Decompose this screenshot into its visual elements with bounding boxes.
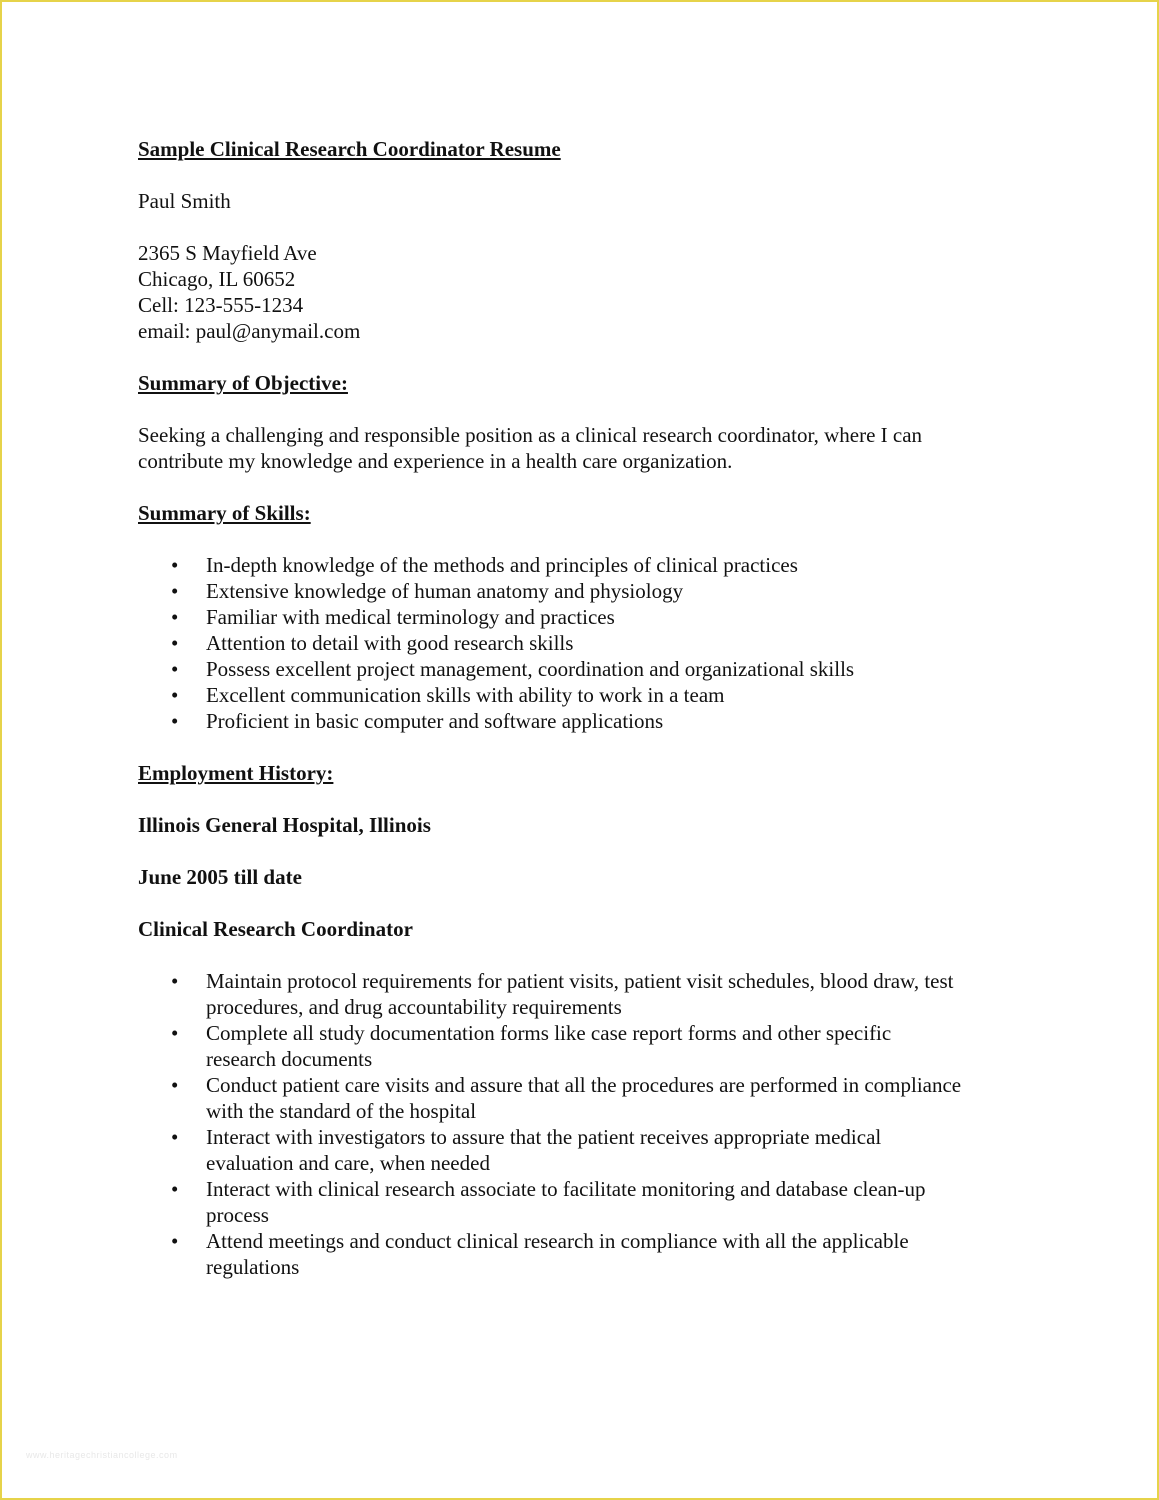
duty-line: with the standard of the hospital: [206, 1099, 477, 1123]
employment-dates: June 2005 till date: [138, 865, 302, 889]
list-item: [138, 1072, 1038, 1124]
bullet-icon: •: [171, 1177, 179, 1201]
list-item: [138, 1176, 1038, 1228]
document-title: Sample Clinical Research Coordinator Resume: [138, 137, 561, 161]
duty-line: research documents: [206, 1047, 373, 1071]
list-item: [138, 552, 1038, 578]
list-item: [138, 708, 1038, 734]
duty-line: process: [206, 1203, 269, 1227]
bullet-icon: •: [171, 969, 179, 993]
list-item: [138, 604, 1038, 630]
skill-text: Attention to detail with good research skills: [206, 631, 574, 655]
skill-text: In-depth knowledge of the methods and principles of clinical practices: [206, 553, 798, 577]
duty-line: procedures, and drug accountability requirements: [206, 995, 622, 1019]
bullet-icon: •: [171, 579, 179, 603]
list-item: [138, 1020, 1038, 1072]
contact-cell: Cell: 123-555-1234: [138, 293, 304, 317]
duty-line: Maintain protocol requirements for patient visits, patient visit schedules, blood draw, test: [206, 969, 954, 993]
bullet-icon: •: [171, 631, 179, 655]
bullet-icon: •: [171, 709, 179, 733]
objective-text: [138, 422, 1038, 474]
duty-line: Interact with clinical research associate to facilitate monitoring and database clean-up: [206, 1177, 926, 1201]
duties-list: [138, 968, 1038, 1280]
skill-text: Extensive knowledge of human anatomy and physiology: [206, 579, 684, 603]
bullet-icon: •: [171, 553, 179, 577]
employer-name: Illinois General Hospital, Illinois: [138, 813, 431, 837]
bullet-icon: •: [171, 1125, 179, 1149]
skill-text: Proficient in basic computer and software applications: [206, 709, 664, 733]
objective-line: contribute my knowledge and experience in a health care organization.: [138, 449, 733, 473]
address-city: Chicago, IL 60652: [138, 267, 296, 291]
duty-line: regulations: [206, 1255, 300, 1279]
skill-text: Possess excellent project management, coordination and organizational skills: [206, 657, 855, 681]
candidate-name: Paul Smith: [138, 189, 231, 213]
employment-heading: Employment History:: [138, 761, 334, 785]
duty-line: Complete all study documentation forms like case report forms and other specific: [206, 1021, 892, 1045]
skills-heading: Summary of Skills:: [138, 501, 311, 525]
objective-heading: Summary of Objective:: [138, 371, 348, 395]
duty-line: evaluation and care, when needed: [206, 1151, 490, 1175]
bullet-icon: •: [171, 683, 179, 707]
list-item: [138, 630, 1038, 656]
list-item: [138, 656, 1038, 682]
duty-line: Conduct patient care visits and assure that all the procedures are performed in compliance: [206, 1073, 962, 1097]
skill-text: Familiar with medical terminology and practices: [206, 605, 615, 629]
bullet-icon: •: [171, 1229, 179, 1253]
bullet-icon: •: [171, 1021, 179, 1045]
contact-email: email: paul@anymail.com: [138, 319, 361, 343]
contact-block: [138, 240, 1038, 344]
skill-text: Excellent communication skills with ability to work in a team: [206, 683, 725, 707]
resume-content: [138, 136, 1038, 1306]
watermark-text: www.heritagechristiancollege.com: [26, 1450, 178, 1460]
list-item: [138, 968, 1038, 1020]
job-role: Clinical Research Coordinator: [138, 917, 413, 941]
list-item: [138, 1124, 1038, 1176]
bullet-icon: •: [171, 657, 179, 681]
duty-line: Attend meetings and conduct clinical research in compliance with all the applicable: [206, 1229, 909, 1253]
bullet-icon: •: [171, 1073, 179, 1097]
objective-line: Seeking a challenging and responsible position as a clinical research coordinator, where I can: [138, 423, 923, 447]
list-item: [138, 1228, 1038, 1280]
duty-line: Interact with investigators to assure that the patient receives appropriate medical: [206, 1125, 882, 1149]
bullet-icon: •: [171, 605, 179, 629]
list-item: [138, 682, 1038, 708]
skills-list: [138, 552, 1038, 734]
address-street: 2365 S Mayfield Ave: [138, 241, 317, 265]
list-item: [138, 578, 1038, 604]
